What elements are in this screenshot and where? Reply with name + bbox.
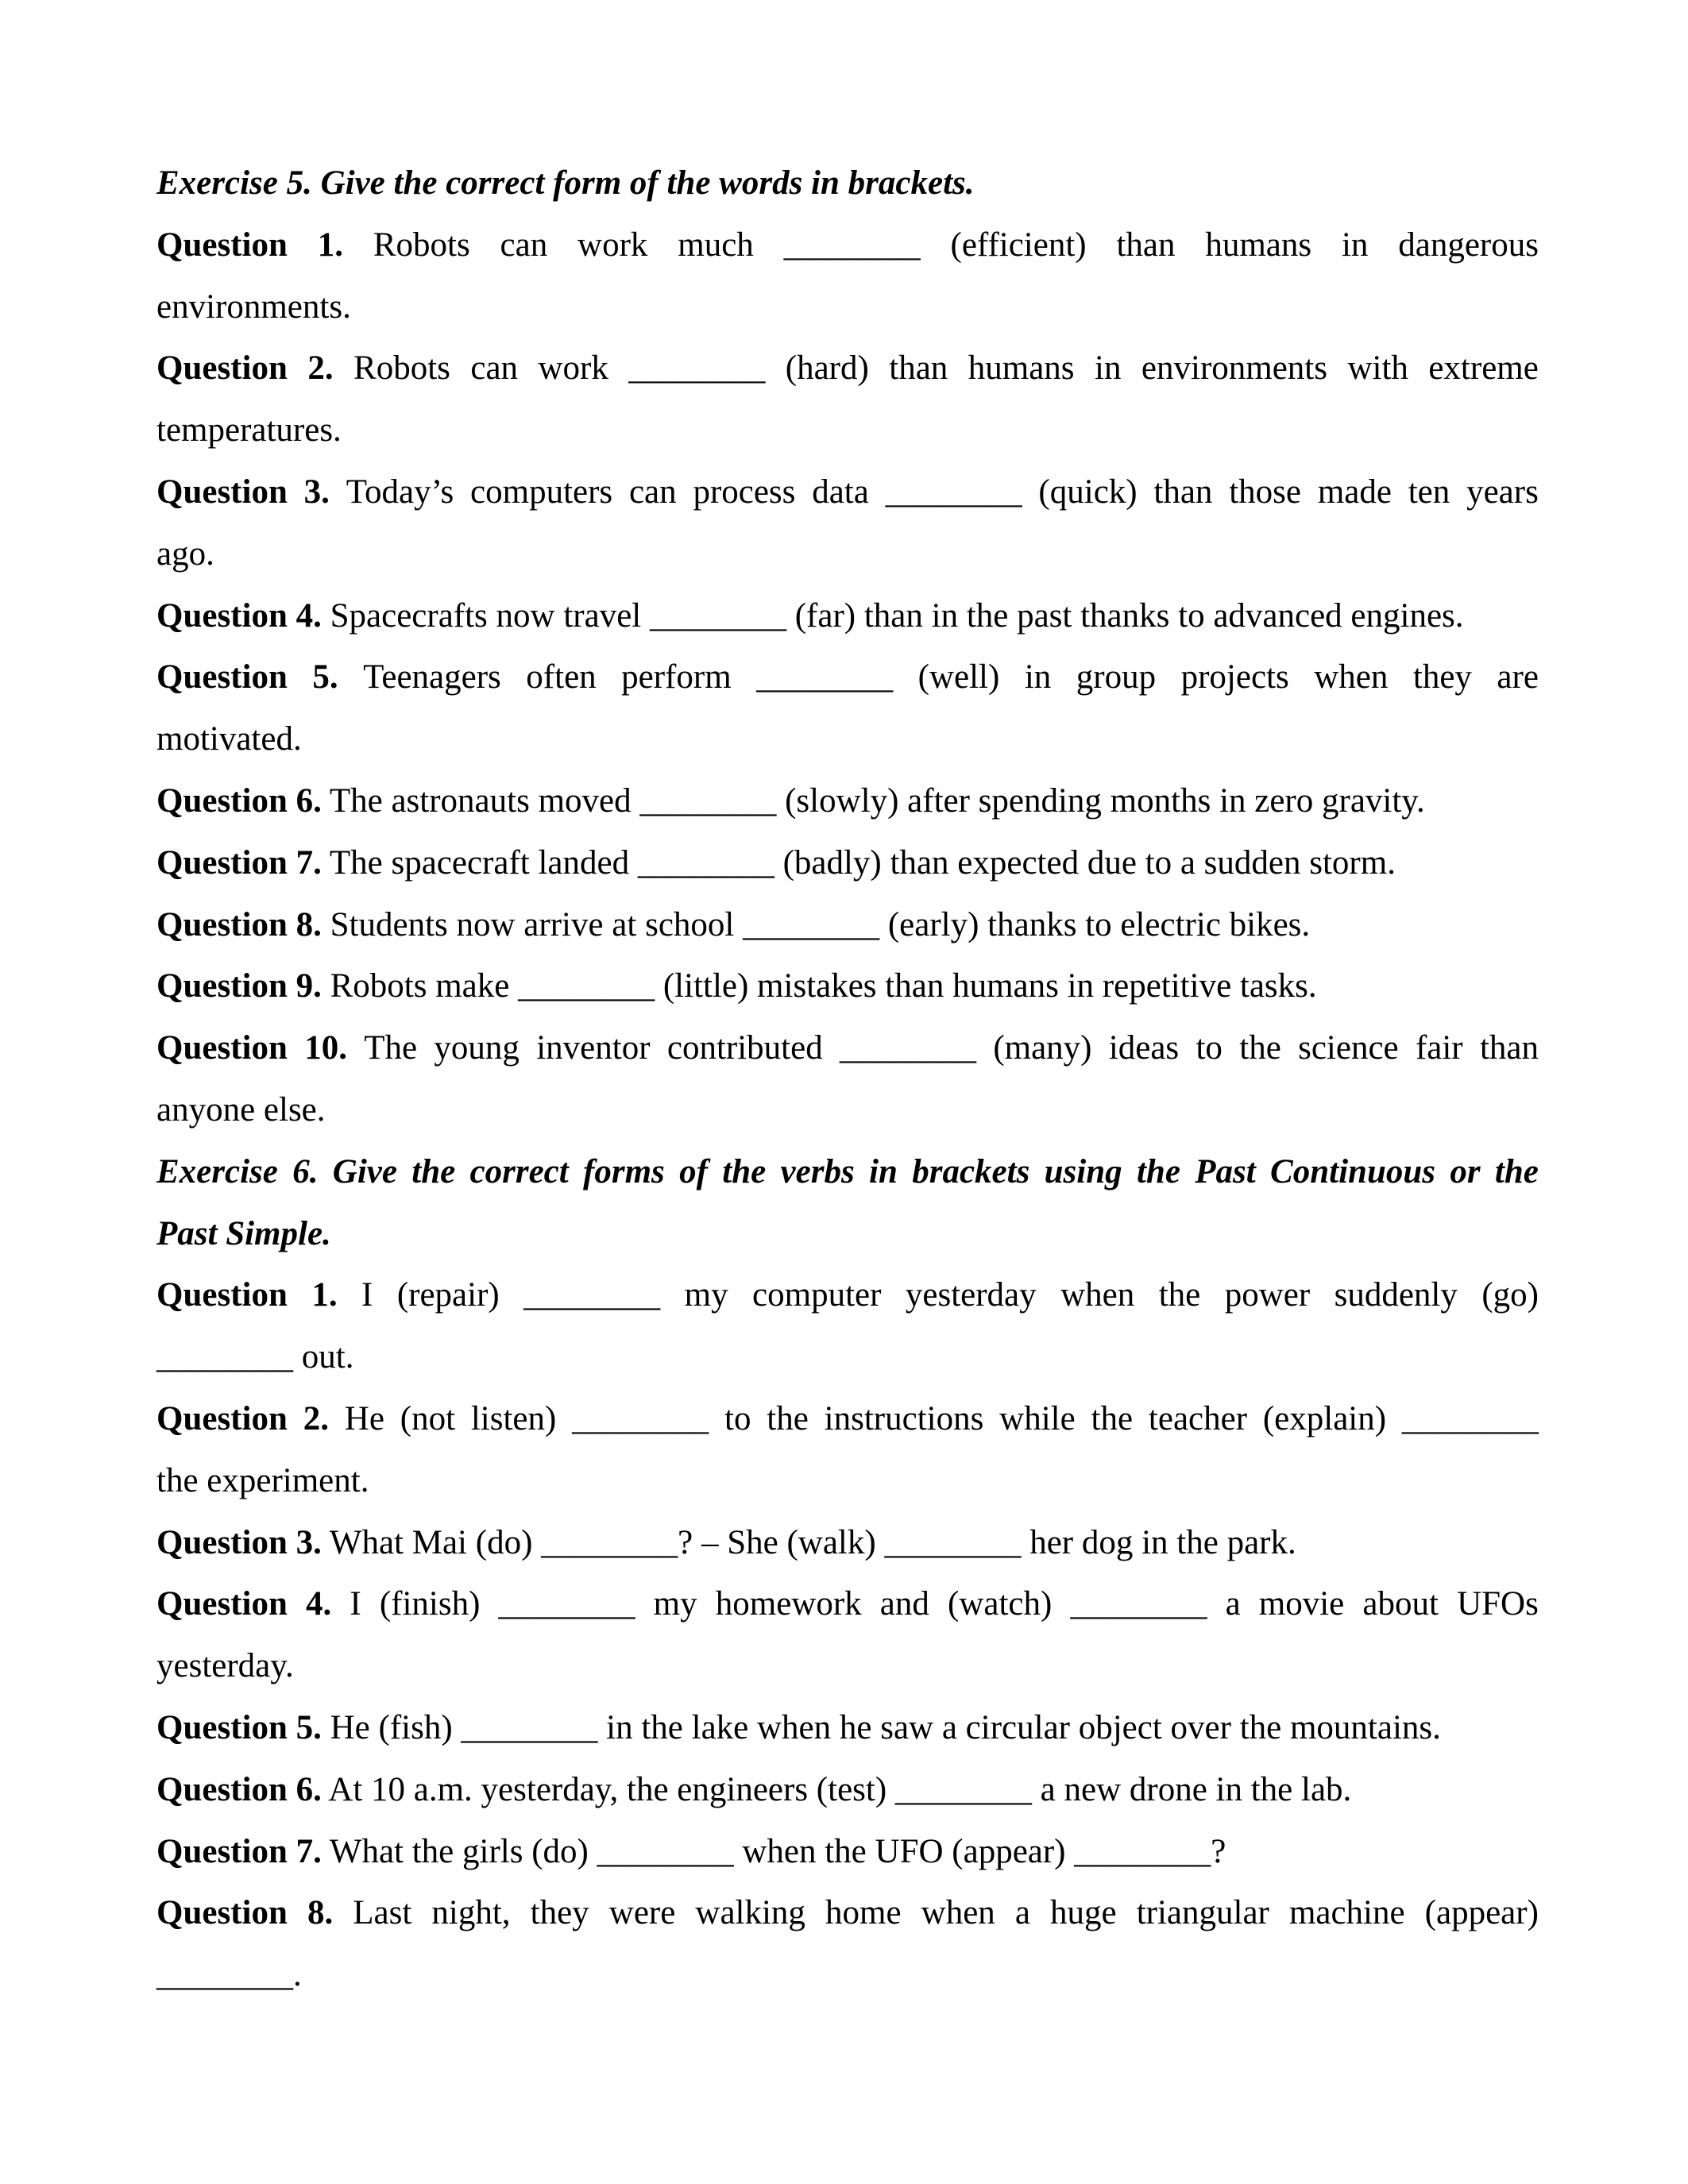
word: made [1317, 473, 1392, 511]
word: (appear) [1424, 1894, 1539, 1932]
word: work [538, 349, 608, 388]
word: the [411, 1152, 456, 1190]
question-label: Question 5. [156, 1708, 322, 1746]
word: they [530, 1894, 589, 1932]
word: can [628, 473, 677, 511]
word: a [1014, 1894, 1030, 1932]
word: (quick) [1038, 473, 1138, 511]
word: ten [1408, 473, 1450, 511]
question-text: Students now arrive at school ________ (early) thanks to electric bikes. [330, 905, 1311, 943]
word: or [1450, 1152, 1481, 1190]
word: ________ [498, 1585, 635, 1623]
word: teacher [1148, 1399, 1248, 1437]
question-text: ________. [156, 1956, 302, 1994]
word: when [921, 1894, 995, 1932]
question-line [156, 1388, 1539, 1450]
word: ________ [572, 1399, 709, 1437]
question-label-word: 2. [303, 1399, 329, 1437]
word: to [724, 1399, 751, 1437]
word: a [1225, 1585, 1241, 1623]
question-text: motivated. [156, 720, 302, 758]
word: work [577, 226, 648, 264]
word: UFOs [1457, 1585, 1539, 1623]
word: can [500, 226, 548, 264]
question-text: temperatures. [156, 411, 342, 450]
question-line [156, 1512, 1539, 1574]
word: home [825, 1894, 902, 1932]
question-line [156, 894, 1539, 956]
word: projects [1180, 658, 1289, 696]
word: triangular [1136, 1894, 1269, 1932]
continuation-line [156, 1450, 1539, 1512]
word: (not [400, 1399, 456, 1437]
question-line [156, 1821, 1539, 1883]
word: humans [1205, 226, 1312, 264]
question-label-word: 5. [312, 658, 338, 696]
word: computer [752, 1276, 882, 1314]
continuation-line [156, 1635, 1539, 1697]
word: they [1412, 658, 1472, 696]
continuation-line [156, 523, 1539, 585]
question-text: What the girls (do) ________ when the UFO (appear) ________? [329, 1832, 1226, 1870]
question-text: anyone else. [156, 1090, 326, 1129]
question-label-word: Question [156, 1585, 288, 1623]
word: ________ [1070, 1585, 1207, 1623]
word: huge [1050, 1894, 1117, 1932]
word: years [1466, 473, 1539, 511]
word: using [1044, 1152, 1122, 1190]
word: (finish) [379, 1585, 481, 1623]
question-text: environments. [156, 287, 351, 326]
word: the [1239, 1029, 1281, 1067]
word: can [470, 349, 519, 388]
question-line [156, 770, 1539, 832]
question-label-word: 3. [303, 473, 330, 511]
question-label-word: 1. [317, 226, 343, 264]
word: those [1229, 473, 1302, 511]
word: (watch) [948, 1585, 1053, 1623]
word: dangerous [1398, 226, 1539, 264]
word: Robots [373, 226, 470, 264]
word: listen) [470, 1399, 557, 1437]
word: I [350, 1585, 361, 1623]
word: Robots [353, 349, 450, 388]
word: and [879, 1585, 929, 1623]
word: (go) [1481, 1276, 1539, 1314]
word: ideas [1108, 1029, 1180, 1067]
word: instructions [824, 1399, 984, 1437]
word: ________ [1401, 1399, 1539, 1437]
word: (many) [993, 1029, 1092, 1067]
word: are [1497, 658, 1539, 696]
word: extreme [1428, 349, 1539, 388]
continuation-line [156, 1326, 1539, 1388]
word: (efficient) [950, 226, 1087, 264]
word: environments [1141, 349, 1327, 388]
word: in [1024, 658, 1052, 696]
word: fair [1415, 1029, 1463, 1067]
question-text: Spacecrafts now travel ________ (far) than in the past thanks to advanced engines. [330, 596, 1464, 635]
word: ________ [885, 473, 1022, 511]
question-text: The spacecraft landed ________ (badly) than expected due to a sudden storm. [329, 843, 1396, 882]
word: of [679, 1152, 708, 1190]
question-label-word: 4. [306, 1585, 332, 1623]
word: data [812, 473, 869, 511]
word: The [364, 1029, 418, 1067]
question-label-word: Question [156, 1894, 288, 1932]
word: while [999, 1399, 1076, 1437]
word: ________ [840, 1029, 977, 1067]
question-label: Question 4. [156, 596, 322, 635]
word: much [678, 226, 754, 264]
question-label-word: Question [156, 473, 288, 511]
question-text: The astronauts moved ________ (slowly) after spending months in zero gravity. [329, 781, 1425, 820]
word: Today’s [346, 473, 454, 511]
word: He [344, 1399, 384, 1437]
word: the [1091, 1399, 1134, 1437]
word: young [434, 1029, 520, 1067]
word: forms [583, 1152, 665, 1190]
heading-text: Past Simple. [156, 1214, 331, 1252]
word: night, [431, 1894, 511, 1932]
question-line [156, 1573, 1539, 1635]
word: Teenagers [363, 658, 501, 696]
question-label-word: Question [156, 1399, 288, 1437]
word: the [1158, 1276, 1201, 1314]
word: brackets [912, 1152, 1030, 1190]
word: movie [1258, 1585, 1345, 1623]
question-label-word: Question [156, 1276, 288, 1314]
word: science [1298, 1029, 1399, 1067]
word: verbs [780, 1152, 855, 1190]
word: ________ [756, 658, 894, 696]
word: with [1347, 349, 1408, 388]
word: 6. [292, 1152, 319, 1190]
question-text: What Mai (do) ________? – She (walk) ________ her dog in the park. [329, 1523, 1296, 1561]
word: in [1095, 349, 1122, 388]
worksheet-page [156, 152, 1539, 2006]
word: the [767, 1399, 809, 1437]
question-label: Question 8. [156, 905, 322, 943]
word: Continuous [1270, 1152, 1436, 1190]
question-line [156, 832, 1539, 894]
question-label: Question 6. [156, 1770, 322, 1808]
question-label: Question 6. [156, 781, 322, 820]
word: suddenly [1334, 1276, 1458, 1314]
exercise-heading [156, 152, 1539, 214]
word: Past [1195, 1152, 1256, 1190]
question-line [156, 461, 1539, 523]
continuation-line [156, 1944, 1539, 2006]
question-text: the experiment. [156, 1461, 369, 1499]
word: to [1196, 1029, 1223, 1067]
word: process [693, 473, 796, 511]
question-line [156, 1882, 1539, 1944]
word: (explain) [1262, 1399, 1387, 1437]
word: contributed [666, 1029, 823, 1067]
word: than [1153, 473, 1213, 511]
question-line [156, 1697, 1539, 1759]
word: in [1341, 226, 1369, 264]
question-label-word: Question [156, 658, 288, 696]
exercise-heading [156, 1203, 1539, 1265]
question-label: Question 7. [156, 843, 322, 882]
continuation-line [156, 708, 1539, 770]
question-text: He (fish) ________ in the lake when he saw a circular object over the mountains. [330, 1708, 1441, 1746]
question-label: Question 9. [156, 967, 322, 1005]
word: the [722, 1152, 767, 1190]
word: Give [332, 1152, 397, 1190]
word: power [1224, 1276, 1311, 1314]
word: computers [470, 473, 613, 511]
question-line [156, 1017, 1539, 1079]
word: homework [715, 1585, 862, 1623]
word: walking [695, 1894, 805, 1932]
question-text: yesterday. [156, 1647, 294, 1685]
question-label-word: Question [156, 349, 288, 388]
word: than [889, 349, 948, 388]
word: than [1116, 226, 1176, 264]
word: (repair) [396, 1276, 500, 1314]
question-text: ________ out. [156, 1338, 354, 1376]
word: about [1362, 1585, 1439, 1623]
word: ________ [628, 349, 766, 388]
question-text: ago. [156, 534, 214, 573]
question-text: Robots make ________ (little) mistakes than humans in repetitive tasks. [330, 967, 1317, 1005]
word: my [684, 1276, 728, 1314]
heading-text: Exercise 5. Give the correct form of the words in brackets. [156, 164, 975, 202]
word: were [608, 1894, 676, 1932]
question-label-word: Question [156, 1029, 288, 1067]
question-label-word: 8. [307, 1894, 334, 1932]
continuation-line [156, 399, 1539, 461]
word: in [869, 1152, 898, 1190]
question-text: At 10 a.m. yesterday, the engineers (test) ________ a new drone in the lab. [328, 1770, 1352, 1808]
word: perform [621, 658, 732, 696]
question-line [156, 338, 1539, 399]
exercise-heading [156, 1141, 1539, 1203]
word: the [1494, 1152, 1539, 1190]
word: when [1314, 658, 1389, 696]
word: correct [469, 1152, 569, 1190]
continuation-line [156, 276, 1539, 338]
word: (well) [917, 658, 1000, 696]
question-line [156, 214, 1539, 276]
question-line [156, 646, 1539, 708]
word: ________ [783, 226, 921, 264]
question-line [156, 1264, 1539, 1326]
question-label-word: 2. [307, 349, 334, 388]
question-label: Question 3. [156, 1523, 322, 1561]
word: (hard) [785, 349, 869, 388]
word: the [1136, 1152, 1180, 1190]
word: I [361, 1276, 373, 1314]
question-line [156, 585, 1539, 647]
word: my [653, 1585, 697, 1623]
question-label: Question 7. [156, 1832, 322, 1870]
word: than [1479, 1029, 1539, 1067]
question-label-word: 10. [304, 1029, 347, 1067]
question-line [156, 955, 1539, 1017]
word: when [1060, 1276, 1135, 1314]
word: Exercise [156, 1152, 278, 1190]
word: inventor [536, 1029, 651, 1067]
word: yesterday [905, 1276, 1037, 1314]
question-line [156, 1759, 1539, 1821]
word: machine [1288, 1894, 1405, 1932]
continuation-line [156, 1079, 1539, 1141]
word: Last [353, 1894, 412, 1932]
word: often [526, 658, 597, 696]
word: humans [968, 349, 1075, 388]
question-label-word: 1. [311, 1276, 338, 1314]
question-label-word: Question [156, 226, 288, 264]
word: ________ [523, 1276, 661, 1314]
word: group [1076, 658, 1157, 696]
